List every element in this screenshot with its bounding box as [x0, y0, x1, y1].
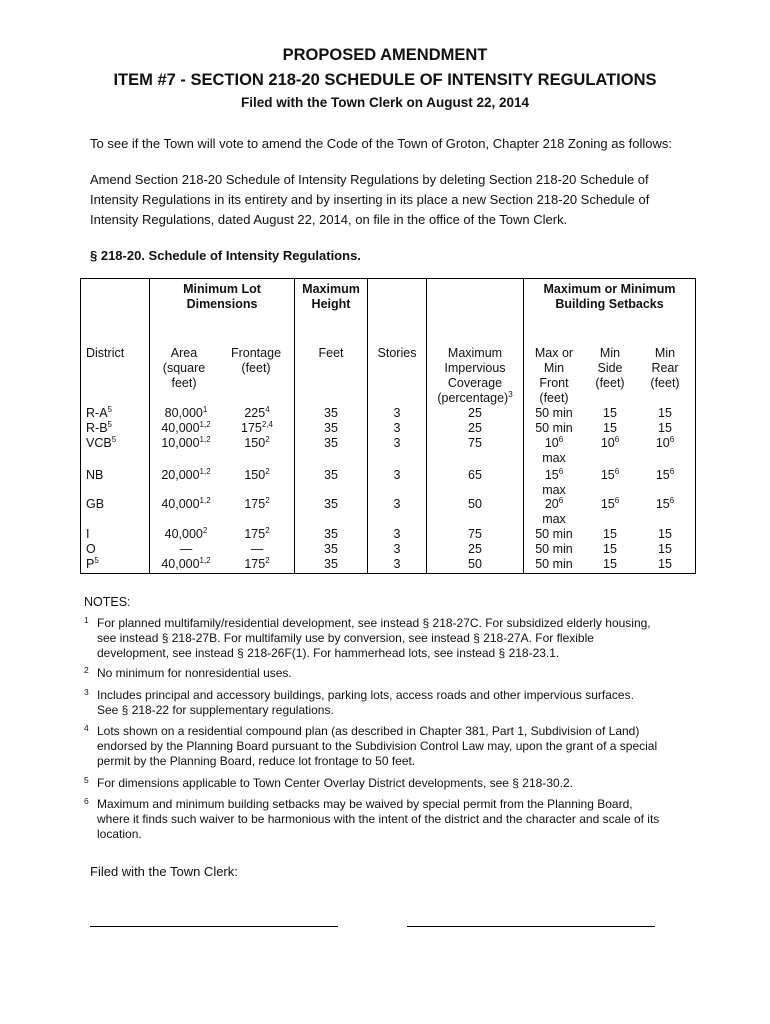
note-number: 4 — [84, 723, 89, 733]
cell-front-setback: 50 min — [535, 406, 573, 420]
cell-side-setback: 15 — [603, 421, 617, 435]
group-header-setbacks: Maximum or Minimum Building Setbacks — [543, 282, 676, 311]
cell-height-feet: 35 — [324, 527, 338, 541]
cell-district: GB — [86, 497, 105, 511]
note-number: 5 — [84, 775, 89, 785]
column-header-impervious: Maximum Impervious Coverage (percentage)$^3$ — [437, 346, 513, 405]
signature-line — [90, 926, 338, 927]
filed-date-subtitle: Filed with the Town Clerk on August 22, 2014 — [240, 95, 530, 110]
cell-side-setback: $10^6$ — [600, 435, 620, 450]
amend-line: Intensity Regulations in its entirety and by inserting in its place a new Section 218-20 Schedule of — [90, 192, 650, 207]
cell-rear-setback: $10^6$ — [655, 435, 675, 450]
filed-with-clerk-label: Filed with the Town Clerk: — [90, 864, 238, 879]
document-title: PROPOSED AMENDMENT — [282, 46, 488, 64]
cell-rear-setback: 15 — [658, 421, 672, 435]
column-header-front: Max or Min Front (feet) — [534, 346, 574, 405]
cell-coverage: 25 — [468, 406, 482, 420]
cell-stories: 3 — [393, 527, 401, 541]
cell-rear-setback: 15 — [658, 406, 672, 420]
column-header-feet: Feet — [318, 346, 344, 360]
cell-area: 80,000$^1$ — [164, 405, 208, 420]
column-header-frontage: Frontage (feet) — [230, 346, 282, 375]
table-border — [80, 278, 81, 574]
column-header-side: Min Side (feet) — [595, 346, 625, 390]
cell-height-feet: 35 — [324, 406, 338, 420]
cell-area: 20,000$^{1,2}$ — [161, 467, 211, 482]
group-header-max-height: Maximum Height — [302, 282, 360, 311]
cell-front-setback: 50 min — [535, 421, 573, 435]
note-number: 1 — [84, 615, 89, 625]
cell-stories: 3 — [393, 557, 401, 571]
column-header-area: Area (square feet) — [162, 346, 206, 390]
cell-area: 40,000$^2$ — [164, 526, 208, 541]
cell-district: $R-B^5$ — [86, 420, 112, 435]
cell-area: 10,000$^{1,2}$ — [161, 435, 211, 450]
table-divider — [149, 278, 150, 574]
amend-paragraph — [90, 170, 700, 230]
cell-rear-setback: 15 — [658, 557, 672, 571]
cell-coverage: 50 — [468, 497, 482, 511]
cell-stories: 3 — [393, 406, 401, 420]
cell-district: $R-A^5$ — [86, 405, 112, 420]
cell-side-setback: 15 — [603, 527, 617, 541]
table-border — [80, 573, 696, 574]
section-heading: § 218-20. Schedule of Intensity Regulations. — [90, 248, 361, 263]
cell-frontage: — — [250, 542, 264, 556]
cell-stories: 3 — [393, 421, 401, 435]
cell-height-feet: 35 — [324, 468, 338, 482]
cell-coverage: 75 — [468, 527, 482, 541]
cell-front-setback: $20^6$ max — [542, 496, 566, 526]
column-header-stories: Stories — [377, 346, 417, 360]
cell-area: 40,000$^{1,2}$ — [161, 420, 211, 435]
cell-district: O — [86, 542, 96, 556]
cell-stories: 3 — [393, 497, 401, 511]
cell-frontage: $150^2$ — [244, 467, 270, 482]
column-header-district: District — [86, 346, 125, 360]
cell-stories: 3 — [393, 542, 401, 556]
cell-frontage: $225^4$ — [244, 405, 270, 420]
cell-rear-setback: 15 — [658, 542, 672, 556]
cell-height-feet: 35 — [324, 557, 338, 571]
cell-coverage: 75 — [468, 436, 482, 450]
table-border — [80, 278, 696, 279]
cell-side-setback: $15^6$ — [600, 496, 620, 511]
cell-front-setback: 50 min — [535, 542, 573, 556]
cell-height-feet: 35 — [324, 421, 338, 435]
cell-district: VCB$^5$ — [86, 435, 117, 450]
document-page: PROPOSED AMENDMENT ITEM #7 - SECTION 218-20 SCHEDULE OF INTENSITY REGULATIONS Filed with the Town Clerk on August 22, 2014 To see if the Town will vote to amend the Code of the Town of Groton, Chapter 218 Zoning as follows: Amend Section 218-20 Schedule of Intensity Regulations by deleting Section 218-20 Schedule of Intensity Regulations in its entirety and by inserting in its place a new Section 218-20 Schedule of Intensity Regulations, dated August 22, 2014, on file in the office of the Town Clerk. § 218-20. Schedule of Intensity Regulations. Minimum Lot Dimensions Maximum Height Maximum or Minimum Building Setbacks District Area (square feet) Frontage (feet) Feet Stories Maximum Impervious Coverage (percentage)$^3$ Max or Min Front (feet) Min Side (feet) Min Rear (feet) $R-A^5$ 80,000$^1$ $225^4$ 35 3 25 50 min 15 15 $R-B^5$ 40,000$^{1,2}$ 175$^{2,4}$ 35 3 25 50 min 15 15 VCB$^5$ 10,000$^{1,2}$ $150^2$ 35 3 75 $10^6$ max $10^6$ $10^6$ NB 20,000$^{1,2}$ $150^2$ 35 3 65 $15^6$ max $15^6$ $15^6$ GB 40,000$^{1,2}$ $175^2$ 35 3 50 $20^6$ max $15^6$ $15^6$ I 40,000$^2$ $175^2$ 35 3 75 50 min 15 15 O — — 35 3 25 50 min 15 15 $P^5$ 40,000$^{1,2}$ $175^2$ 35 3 50 50 min 15 15 NOTES: 1 For planned multifamily/residential development, see instead § 218-27C. For subsidized elderly housing, see instead § 218-27B. For multifamily use by conversion, see instead § 218-27A. For flexible development, see instead § 218-26F(1). For hammerhead lots, see instead § 218-23.1. 2 No minimum for nonresidential uses. 3 Includes principal and accessory buildings, parking lots, access roads and other impervious surfaces. See § 218-22 for supplementary regulations. 4 Lots shown on a residential compound plan (as described in Chapter 381, Part 1, Subdivision of Land) endorsed by the Planning Board pursuant to the Subdivision Control Law may, upon the grant of a special permit by the Planning Board, reduce lot frontage to 50 feet. 5 For dimensions applicable to Town Center Overlay District developments, see § 218-30.2. 6 Maximum and minimum building setbacks may be waived by special permit from the Planning Board, where it finds such waiver to be harmonious with the intent of the district and the character and scale of its location. Filed with the Town Clerk: — [0, 0, 770, 1024]
cell-side-setback: 15 — [603, 406, 617, 420]
cell-side-setback: $15^6$ — [600, 467, 620, 482]
cell-area: 40,000$^{1,2}$ — [161, 496, 211, 511]
cell-area: 40,000$^{1,2}$ — [161, 556, 211, 571]
note-number: 3 — [84, 687, 89, 697]
date-line — [407, 926, 655, 927]
notes-label: NOTES: — [84, 595, 131, 609]
cell-front-setback: $15^6$ max — [542, 467, 566, 497]
intensity-regulations-table — [80, 278, 696, 574]
group-header-min-lot: Minimum Lot Dimensions — [183, 282, 261, 311]
cell-district: $P^5$ — [86, 556, 99, 571]
cell-rear-setback: $15^6$ — [655, 496, 675, 511]
cell-front-setback: 50 min — [535, 557, 573, 571]
cell-coverage: 25 — [468, 421, 482, 435]
cell-front-setback: $10^6$ max — [542, 435, 566, 465]
cell-height-feet: 35 — [324, 497, 338, 511]
cell-frontage: $175^2$ — [244, 526, 270, 541]
cell-frontage: $175^2$ — [244, 556, 270, 571]
cell-district: I — [86, 527, 90, 541]
cell-frontage: $150^2$ — [244, 435, 270, 450]
cell-coverage: 25 — [468, 542, 482, 556]
cell-height-feet: 35 — [324, 542, 338, 556]
cell-stories: 3 — [393, 436, 401, 450]
cell-side-setback: 15 — [603, 557, 617, 571]
cell-stories: 3 — [393, 468, 401, 482]
note-number: 2 — [84, 665, 89, 675]
note-number: 6 — [84, 796, 89, 806]
amend-line: Amend Section 218-20 Schedule of Intensity Regulations by deleting Section 218-20 Schedule of — [90, 172, 649, 187]
cell-rear-setback: $15^6$ — [655, 467, 675, 482]
intro-paragraph: To see if the Town will vote to amend the Code of the Town of Groton, Chapter 218 Zoning as follows: — [90, 136, 672, 151]
table-border — [695, 278, 696, 574]
cell-frontage: $175^2$ — [244, 496, 270, 511]
column-header-rear: Min Rear (feet) — [650, 346, 680, 390]
cell-rear-setback: 15 — [658, 527, 672, 541]
cell-front-setback: 50 min — [535, 527, 573, 541]
cell-area: — — [179, 542, 193, 556]
cell-coverage: 65 — [468, 468, 482, 482]
cell-side-setback: 15 — [603, 542, 617, 556]
cell-frontage: 175$^{2,4}$ — [241, 420, 273, 435]
cell-district: NB — [86, 468, 104, 482]
document-item-title: ITEM #7 - SECTION 218-20 SCHEDULE OF INTENSITY REGULATIONS — [113, 71, 657, 89]
cell-coverage: 50 — [468, 557, 482, 571]
amend-line: Intensity Regulations, dated August 22, 2014, on file in the office of the Town Clerk. — [90, 212, 568, 227]
cell-height-feet: 35 — [324, 436, 338, 450]
